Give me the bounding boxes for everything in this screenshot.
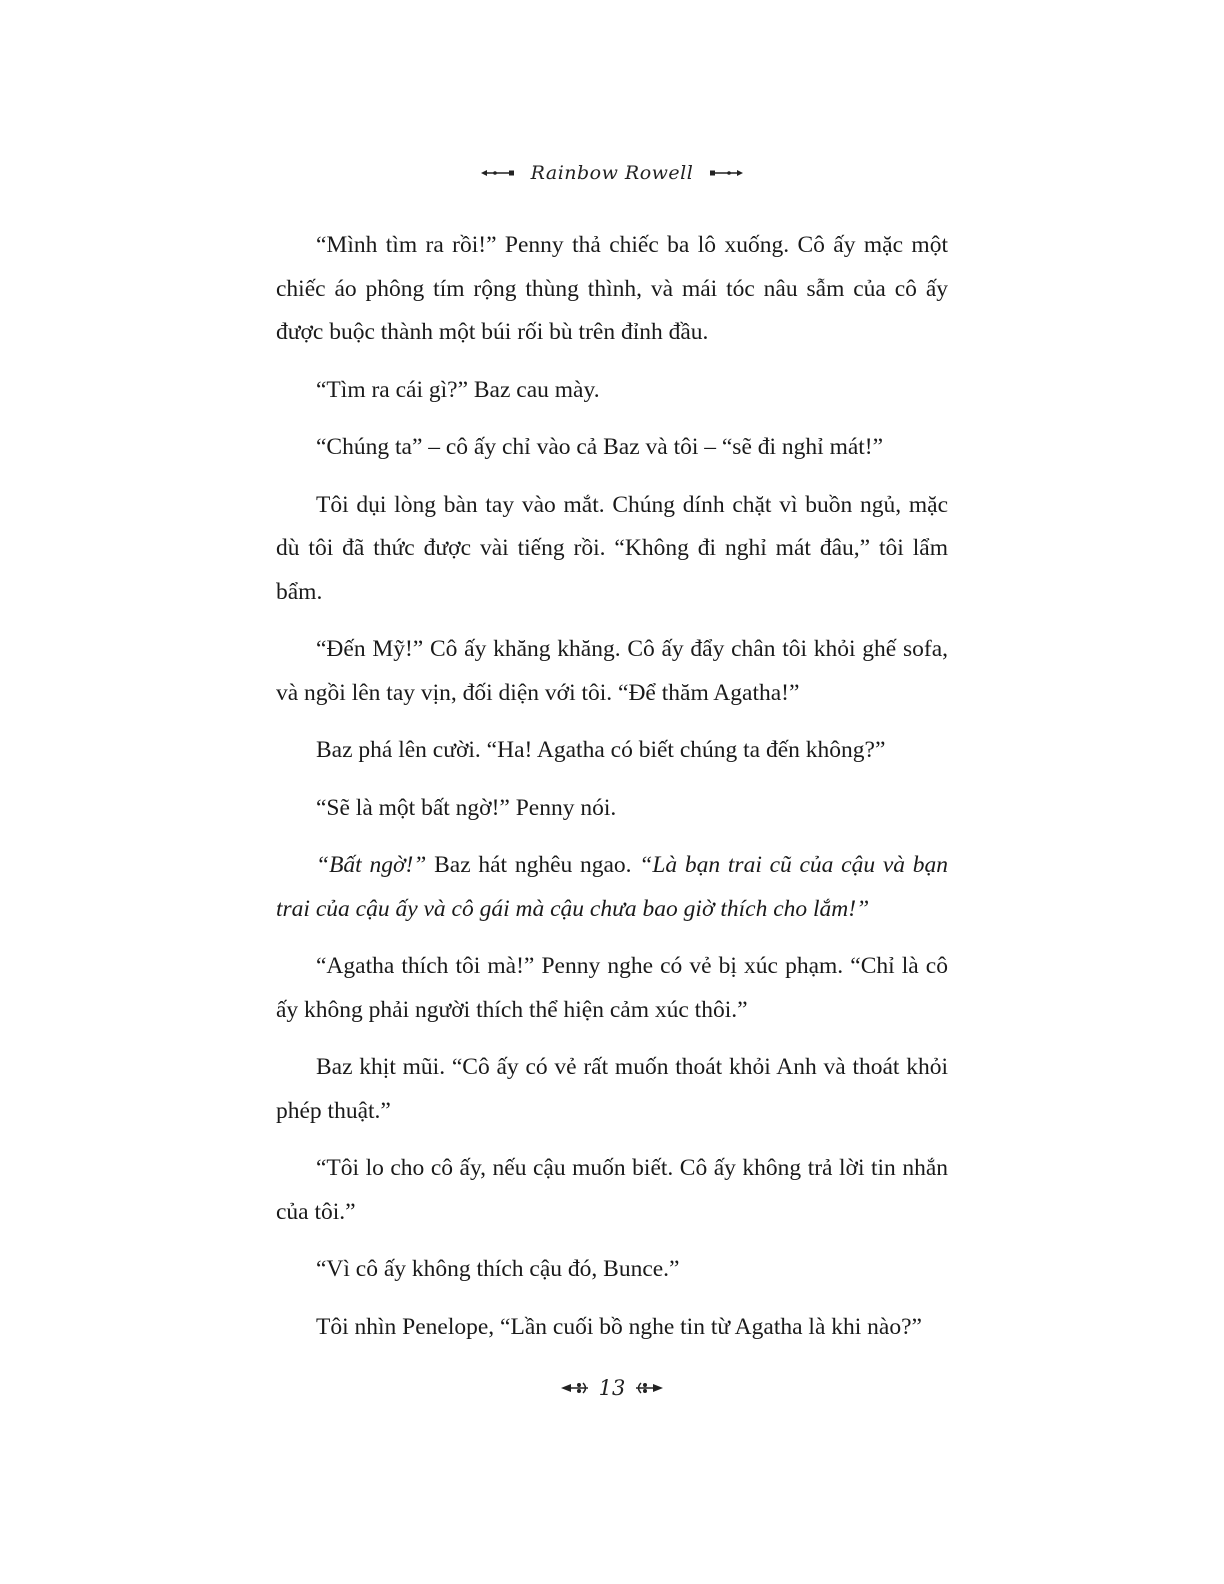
text-segment: Tôi dụi lòng bàn tay vào mắt. Chúng dính chặt vì buồn ngủ, mặc dù tôi đã thức được vài tiếng rồi. “Không đi nghỉ mát đâu,” tôi lẩm bẩm. bbox=[276, 491, 948, 605]
paragraph bbox=[276, 1248, 948, 1292]
paragraph bbox=[276, 369, 948, 413]
page-number: 13 bbox=[598, 1376, 626, 1400]
text-segment: Baz hát nghêu ngao. bbox=[426, 852, 640, 878]
fleuron-ornament-icon bbox=[561, 1381, 589, 1395]
text-segment: “Mình tìm ra rồi!” Penny thả chiếc ba lô xuống. Cô ấy mặc một chiếc áo phông tím rộng thùng thình, và mái tóc nâu sẫm của cô ấy được buộc thành một búi rối bù trên đỉnh đầu. bbox=[276, 232, 948, 345]
paragraph bbox=[276, 224, 948, 355]
paragraph bbox=[276, 1046, 948, 1133]
text-segment: Baz khịt mũi. “Cô ấy có vẻ rất muốn thoát khỏi Anh và thoát khỏi phép thuật.” bbox=[276, 1054, 948, 1124]
paragraph bbox=[276, 484, 948, 615]
paragraph bbox=[276, 787, 948, 831]
paragraph bbox=[276, 1147, 948, 1234]
text-segment: “Tìm ra cái gì?” Baz cau mày. bbox=[316, 376, 600, 403]
text-segment: “Tôi lo cho cô ấy, nếu cậu muốn biết. Cô ấy không trả lời tin nhắn của tôi.” bbox=[276, 1155, 948, 1225]
paragraph bbox=[276, 1306, 948, 1350]
text-segment: “Chúng ta” – cô ấy chỉ vào cả Baz và tôi – “sẽ đi nghỉ mát!” bbox=[316, 434, 884, 460]
body-text bbox=[276, 224, 948, 1363]
paragraph bbox=[276, 426, 948, 470]
text-segment: “Đến Mỹ!” Cô ấy khăng khăng. Cô ấy đẩy chân tôi khỏi ghế sofa, và ngồi lên tay vịn, đối diện với tôi. “Để thăm Agatha!” bbox=[276, 636, 948, 706]
paragraph bbox=[276, 628, 948, 715]
paragraph bbox=[276, 729, 948, 773]
arrow-ornament-icon bbox=[481, 168, 517, 178]
arrow-ornament-icon bbox=[707, 168, 743, 178]
italic-text-segment: “Là bạn trai cũ của cậu và bạn trai của cậu ấy và cô gái mà cậu chưa bao giờ thích cho lắm!” bbox=[276, 852, 948, 922]
running-header-title: Rainbow Rowell bbox=[530, 162, 694, 184]
text-segment: “Vì cô ấy không thích cậu đó, Bunce.” bbox=[316, 1256, 680, 1282]
fleuron-ornament-icon bbox=[635, 1381, 663, 1395]
paragraph bbox=[276, 945, 948, 1032]
paragraph bbox=[276, 844, 948, 931]
text-segment: Baz phá lên cười. “Ha! Agatha có biết chúng ta đến không?” bbox=[316, 737, 886, 763]
running-header bbox=[0, 158, 1224, 188]
page-number-footer bbox=[0, 1372, 1224, 1404]
text-segment: “Sẽ là một bất ngờ!” Penny nói. bbox=[316, 794, 617, 821]
text-segment: Tôi nhìn Penelope, “Lần cuối bồ nghe tin từ Agatha là khi nào?” bbox=[316, 1313, 922, 1340]
text-segment: “Agatha thích tôi mà!” Penny nghe có vẻ bị xúc phạm. “Chỉ là cô ấy không phải người thích thể hiện cảm xúc thôi.” bbox=[276, 953, 948, 1023]
italic-text-segment: “Bất ngờ!” bbox=[316, 852, 427, 878]
